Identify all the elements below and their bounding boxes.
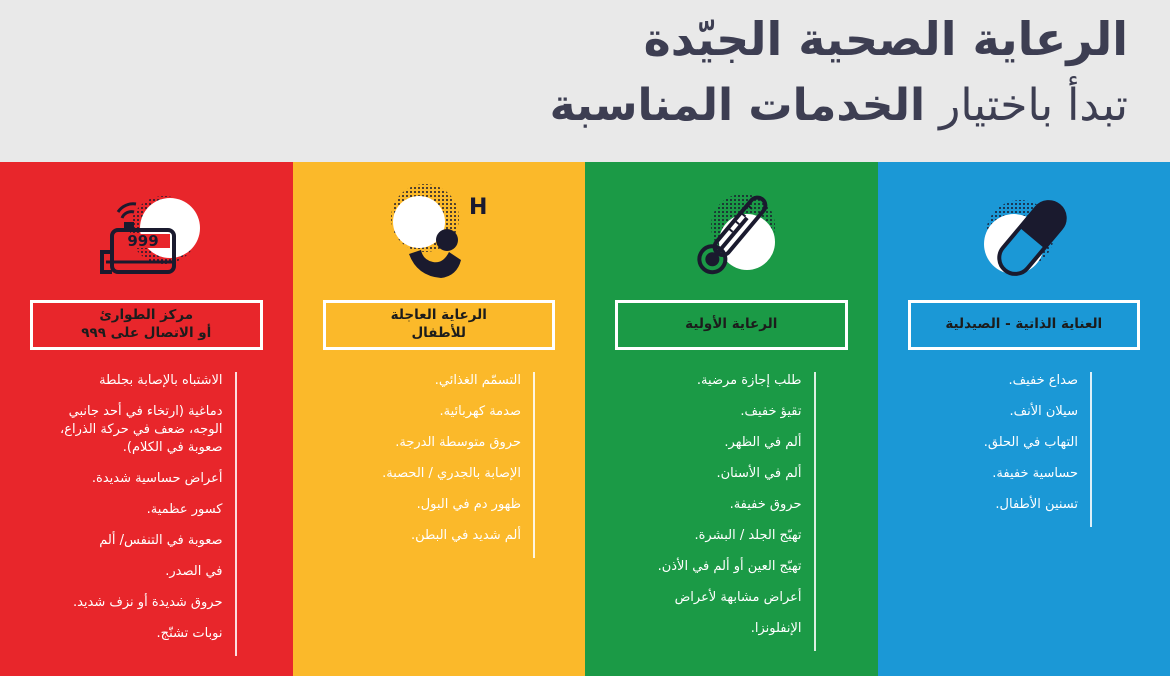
list-item: تسنين الأطفال. — [995, 497, 1078, 512]
thermometer-icon — [661, 182, 801, 292]
list-item: ألم شديد في البطن. — [410, 528, 521, 543]
list-item: سيلان الأنف. — [1009, 404, 1078, 419]
list-item: ألم في الأسنان. — [716, 466, 802, 481]
title-line-2-bold: الخدمات المناسبة — [549, 80, 926, 131]
list-item: حساسية خفيفة. — [992, 466, 1078, 481]
list-item: صعوبة في التنفس/ ألم — [99, 533, 223, 548]
list-item: التسمّم الغذائي. — [434, 373, 521, 388]
urgent-label-line2: للأطفال — [411, 325, 467, 341]
emergency-icon-area — [0, 182, 293, 297]
list-item: نوبات تشنّج. — [156, 626, 223, 641]
header — [0, 0, 1170, 162]
list-item: حروق متوسطة الدرجة. — [395, 435, 521, 450]
urgent-label — [323, 300, 556, 350]
column-urgent-children — [293, 162, 586, 676]
care-columns — [0, 162, 1170, 676]
list-item: ظهور دم في البول. — [416, 497, 521, 512]
list-item: دماغية (ارتخاء في أحد جانبي الوجه، ضعف في حركة الذراع، صعوبة في الكلام). — [60, 404, 223, 455]
title-line-1: الرعاية الصحية الجيّدة — [643, 12, 1128, 66]
urgent-label-line1: الرعاية العاجلة — [390, 307, 487, 324]
list-item: أعراض حساسية شديدة. — [91, 471, 223, 486]
child-hospital-icon — [369, 182, 509, 292]
list-item: حروق خفيفة. — [729, 497, 802, 512]
ambulance-number: 999 — [127, 232, 159, 250]
list-item: صدمة كهربائية. — [439, 404, 521, 419]
ambulance-icon — [76, 182, 216, 292]
emergency-label-line2: أو الاتصال على ٩٩٩ — [81, 325, 212, 341]
list-item: في الصدر. — [165, 564, 223, 579]
emergency-label-line1: مركز الطوارئ — [99, 307, 194, 324]
primary-icon-area — [585, 182, 878, 297]
column-emergency — [0, 162, 293, 676]
list-item: أعراض مشابهة لأعراض — [674, 590, 802, 605]
list-item: ألم في الظهر. — [724, 435, 802, 450]
emergency-label — [30, 300, 263, 350]
list-item: الاشتباه بالإصابة بجلطة — [99, 373, 223, 388]
title-line-2 — [550, 80, 1128, 131]
selfcare-label: العناية الذاتية - الصيدلية — [908, 300, 1141, 350]
list-item: طلب إجازة مرضية. — [696, 373, 802, 388]
hospital-letter: H — [468, 195, 488, 220]
column-self-care — [878, 162, 1170, 676]
urgent-list — [333, 372, 536, 558]
list-item: كسور عظمية. — [146, 502, 223, 517]
list-item: تهيّج العين أو ألم في الأذن. — [657, 559, 802, 574]
primary-list — [615, 372, 816, 651]
column-primary-care — [585, 162, 878, 676]
urgent-icon-area — [293, 182, 586, 297]
list-item: تقيؤ خفيف. — [740, 404, 802, 419]
primary-label: الرعاية الأولية — [615, 300, 848, 350]
list-item: الإنفلونزا. — [750, 621, 802, 636]
emergency-list — [56, 372, 237, 656]
list-item: تهيّج الجلد / البشرة. — [694, 528, 802, 543]
title-line-2-prefix: تبدأ باختيار — [925, 80, 1128, 131]
list-item: حروق شديدة أو نزف شديد. — [72, 595, 223, 610]
list-item: التهاب في الحلق. — [983, 435, 1078, 450]
capsule-icon — [954, 182, 1094, 292]
list-item: الإصابة بالجدري / الحصبة. — [382, 466, 521, 481]
list-item: صداع خفيف. — [1008, 373, 1078, 388]
selfcare-icon-area — [878, 182, 1170, 297]
selfcare-list — [918, 372, 1093, 527]
